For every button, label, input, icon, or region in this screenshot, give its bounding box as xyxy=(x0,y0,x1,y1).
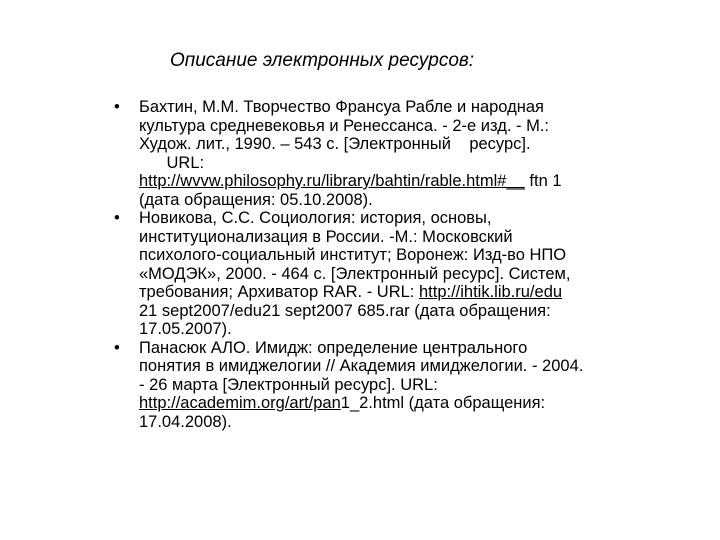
reference-line xyxy=(139,135,704,154)
reference-line xyxy=(139,117,704,136)
reference-text: психолого-социальный институт; Воронеж: Изд-во НПО xyxy=(139,246,567,264)
reference-text: Панасюк АЛО. Имидж: определение центрального xyxy=(139,338,528,357)
reference-text: ftn 1 xyxy=(524,172,562,190)
reference-line xyxy=(139,394,704,413)
bullet-icon: • xyxy=(114,98,120,116)
reference-line xyxy=(139,209,704,228)
reference-line xyxy=(139,320,704,339)
bullet-icon: • xyxy=(114,338,120,357)
reference-line xyxy=(139,376,704,395)
reference-line xyxy=(139,302,704,321)
reference-text: (дата обращения: 05.10.2008). xyxy=(139,190,373,209)
reference-line xyxy=(139,413,704,432)
slide-title: Описание электронных ресурсов: xyxy=(170,50,475,71)
reference-line xyxy=(139,228,704,247)
reference-line xyxy=(139,283,704,302)
reference-line xyxy=(139,339,704,358)
reference-line xyxy=(139,357,704,376)
reference-text: Новикова, С.С. Социология: история, основы, xyxy=(139,209,492,227)
reference-url-link[interactable]: http://academim.org/art/pan xyxy=(139,394,341,412)
reference-item xyxy=(114,209,704,339)
reference-list xyxy=(114,98,704,431)
reference-line xyxy=(139,265,704,284)
reference-text: Худож. лит., 1990. – 543 с. [Электронный ресурс]. xyxy=(139,135,531,153)
reference-text: 21 sept2007/edu21 sept2007 685.rar (дата обращения: xyxy=(139,301,551,320)
reference-line xyxy=(139,191,704,210)
reference-text: - 26 марта [Электронный ресурс]. URL: xyxy=(139,375,438,394)
reference-line xyxy=(139,98,704,117)
bullet-icon: • xyxy=(114,209,120,227)
reference-line xyxy=(139,154,704,173)
reference-item xyxy=(114,339,704,432)
reference-text: Бахтин, М.М. Творчество Франсуа Рабле и народная xyxy=(139,98,544,116)
reference-text: культура средневековья и Ренессанса. - 2-е изд. - М.: xyxy=(139,116,549,135)
reference-text: 17.05.2007). xyxy=(139,320,232,338)
reference-line xyxy=(139,172,704,191)
reference-text: «МОДЭК», 2000. - 464 с. [Электронный ресурс]. Систем, xyxy=(139,264,571,283)
reference-text: институционализация в России. -М.: Московский xyxy=(139,227,513,246)
reference-text: URL: xyxy=(139,153,205,172)
reference-text: 1_2.html (дата обращения: xyxy=(340,394,546,412)
reference-text: требования; Архиватор RAR. - URL: xyxy=(139,283,419,301)
reference-url-link[interactable]: http://ihtik.lib.ru/edu xyxy=(418,283,563,301)
reference-text: 17.04.2008). xyxy=(139,412,232,431)
reference-item xyxy=(114,98,704,209)
reference-text: понятия в имиджелогии // Академия имиджелогии. - 2004. xyxy=(139,357,584,375)
reference-line xyxy=(139,246,704,265)
reference-url-link[interactable]: http://wvvw.philosophy.ru/library/bahtin/rable.html#__ xyxy=(139,172,525,190)
